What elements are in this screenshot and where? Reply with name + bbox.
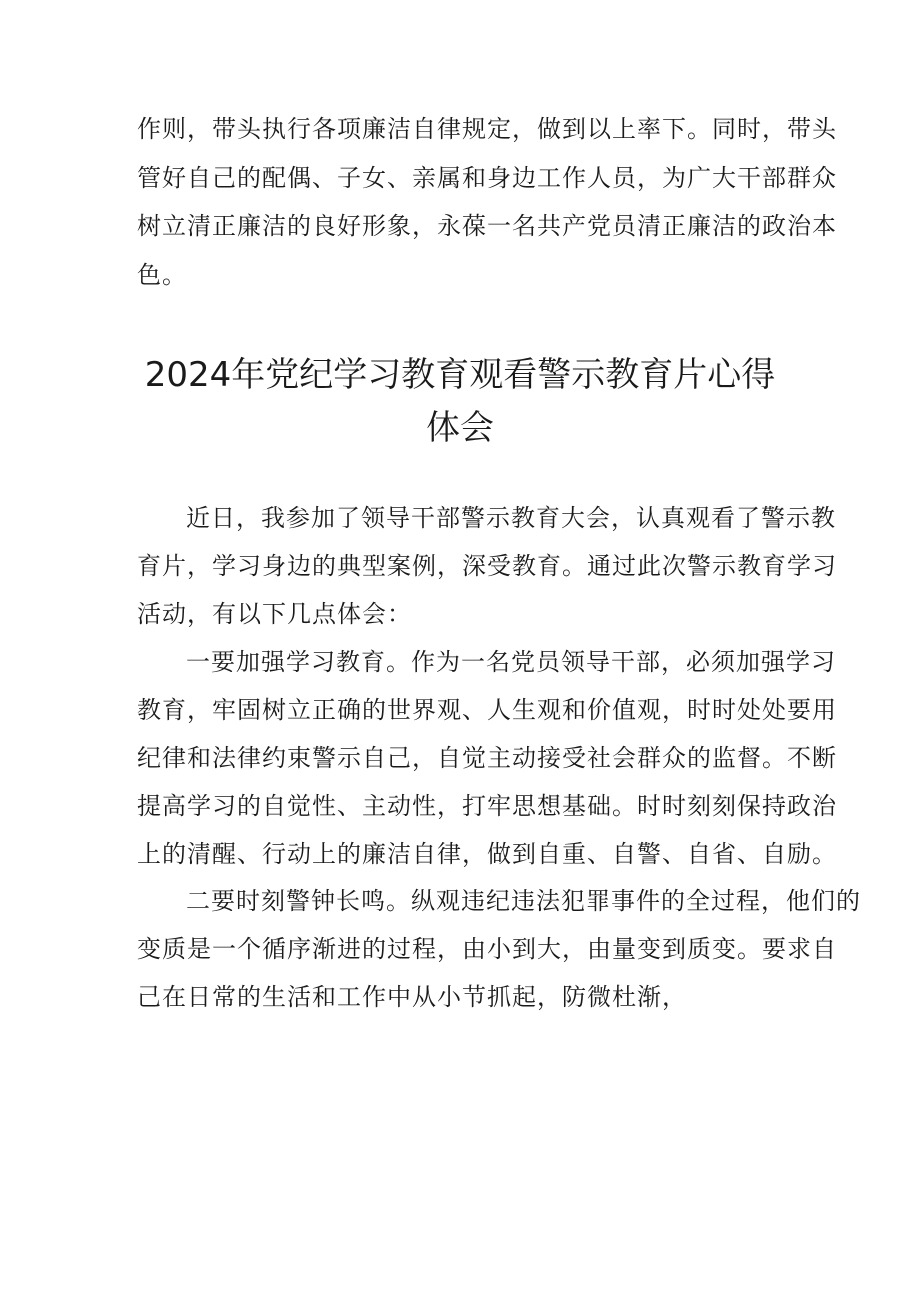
intro-line-2: 管好自己的配偶、子女、亲属和身边工作人员，为广大干部群众 xyxy=(137,164,837,192)
paragraph-3-line-1: 二要时刻警钟长鸣。纵观违纪违法犯罪事件的全过程，他们的 xyxy=(186,887,861,915)
paragraph-3-line-2: 变质是一个循序渐进的过程，由小到大，由量变到质变。要求自 xyxy=(137,935,837,963)
paragraph-3-line-3: 己在日常的生活和工作中从小节抓起，防微杜渐， xyxy=(137,983,687,1011)
intro-line-3: 树立清正廉洁的良好形象，永葆一名共产党员清正廉洁的政治本 xyxy=(137,212,837,240)
intro-line-4: 色。 xyxy=(137,261,187,289)
paragraph-2-line-3: 纪律和法律约束警示自己，自觉主动接受社会群众的监督。不断 xyxy=(137,744,837,772)
paragraph-2-line-5: 上的清醒、行动上的廉洁自律，做到自重、自警、自省、自励。 xyxy=(137,840,837,868)
paragraph-1-line-3: 活动，有以下几点体会： xyxy=(137,600,412,628)
paragraph-1-line-1: 近日，我参加了领导干部警示教育大会，认真观看了警示教 xyxy=(186,504,836,532)
document-title-line-1: 2024年党纪学习教育观看警示教育片心得 xyxy=(144,355,776,395)
intro-line-1: 作则，带头执行各项廉洁自律规定，做到以上率下。同时，带头 xyxy=(137,115,837,143)
paragraph-1-line-2: 育片，学习身边的典型案例，深受教育。通过此次警示教育学习 xyxy=(137,552,837,580)
paragraph-2-line-2: 教育，牢固树立正确的世界观、人生观和价值观，时时处处要用 xyxy=(137,696,837,724)
paragraph-2-line-4: 提高学习的自觉性、主动性，打牢思想基础。时时刻刻保持政治 xyxy=(137,792,837,820)
paragraph-2-line-1: 一要加强学习教育。作为一名党员领导干部，必须加强学习 xyxy=(186,648,836,676)
document-title-line-2: 体会 xyxy=(426,408,494,448)
